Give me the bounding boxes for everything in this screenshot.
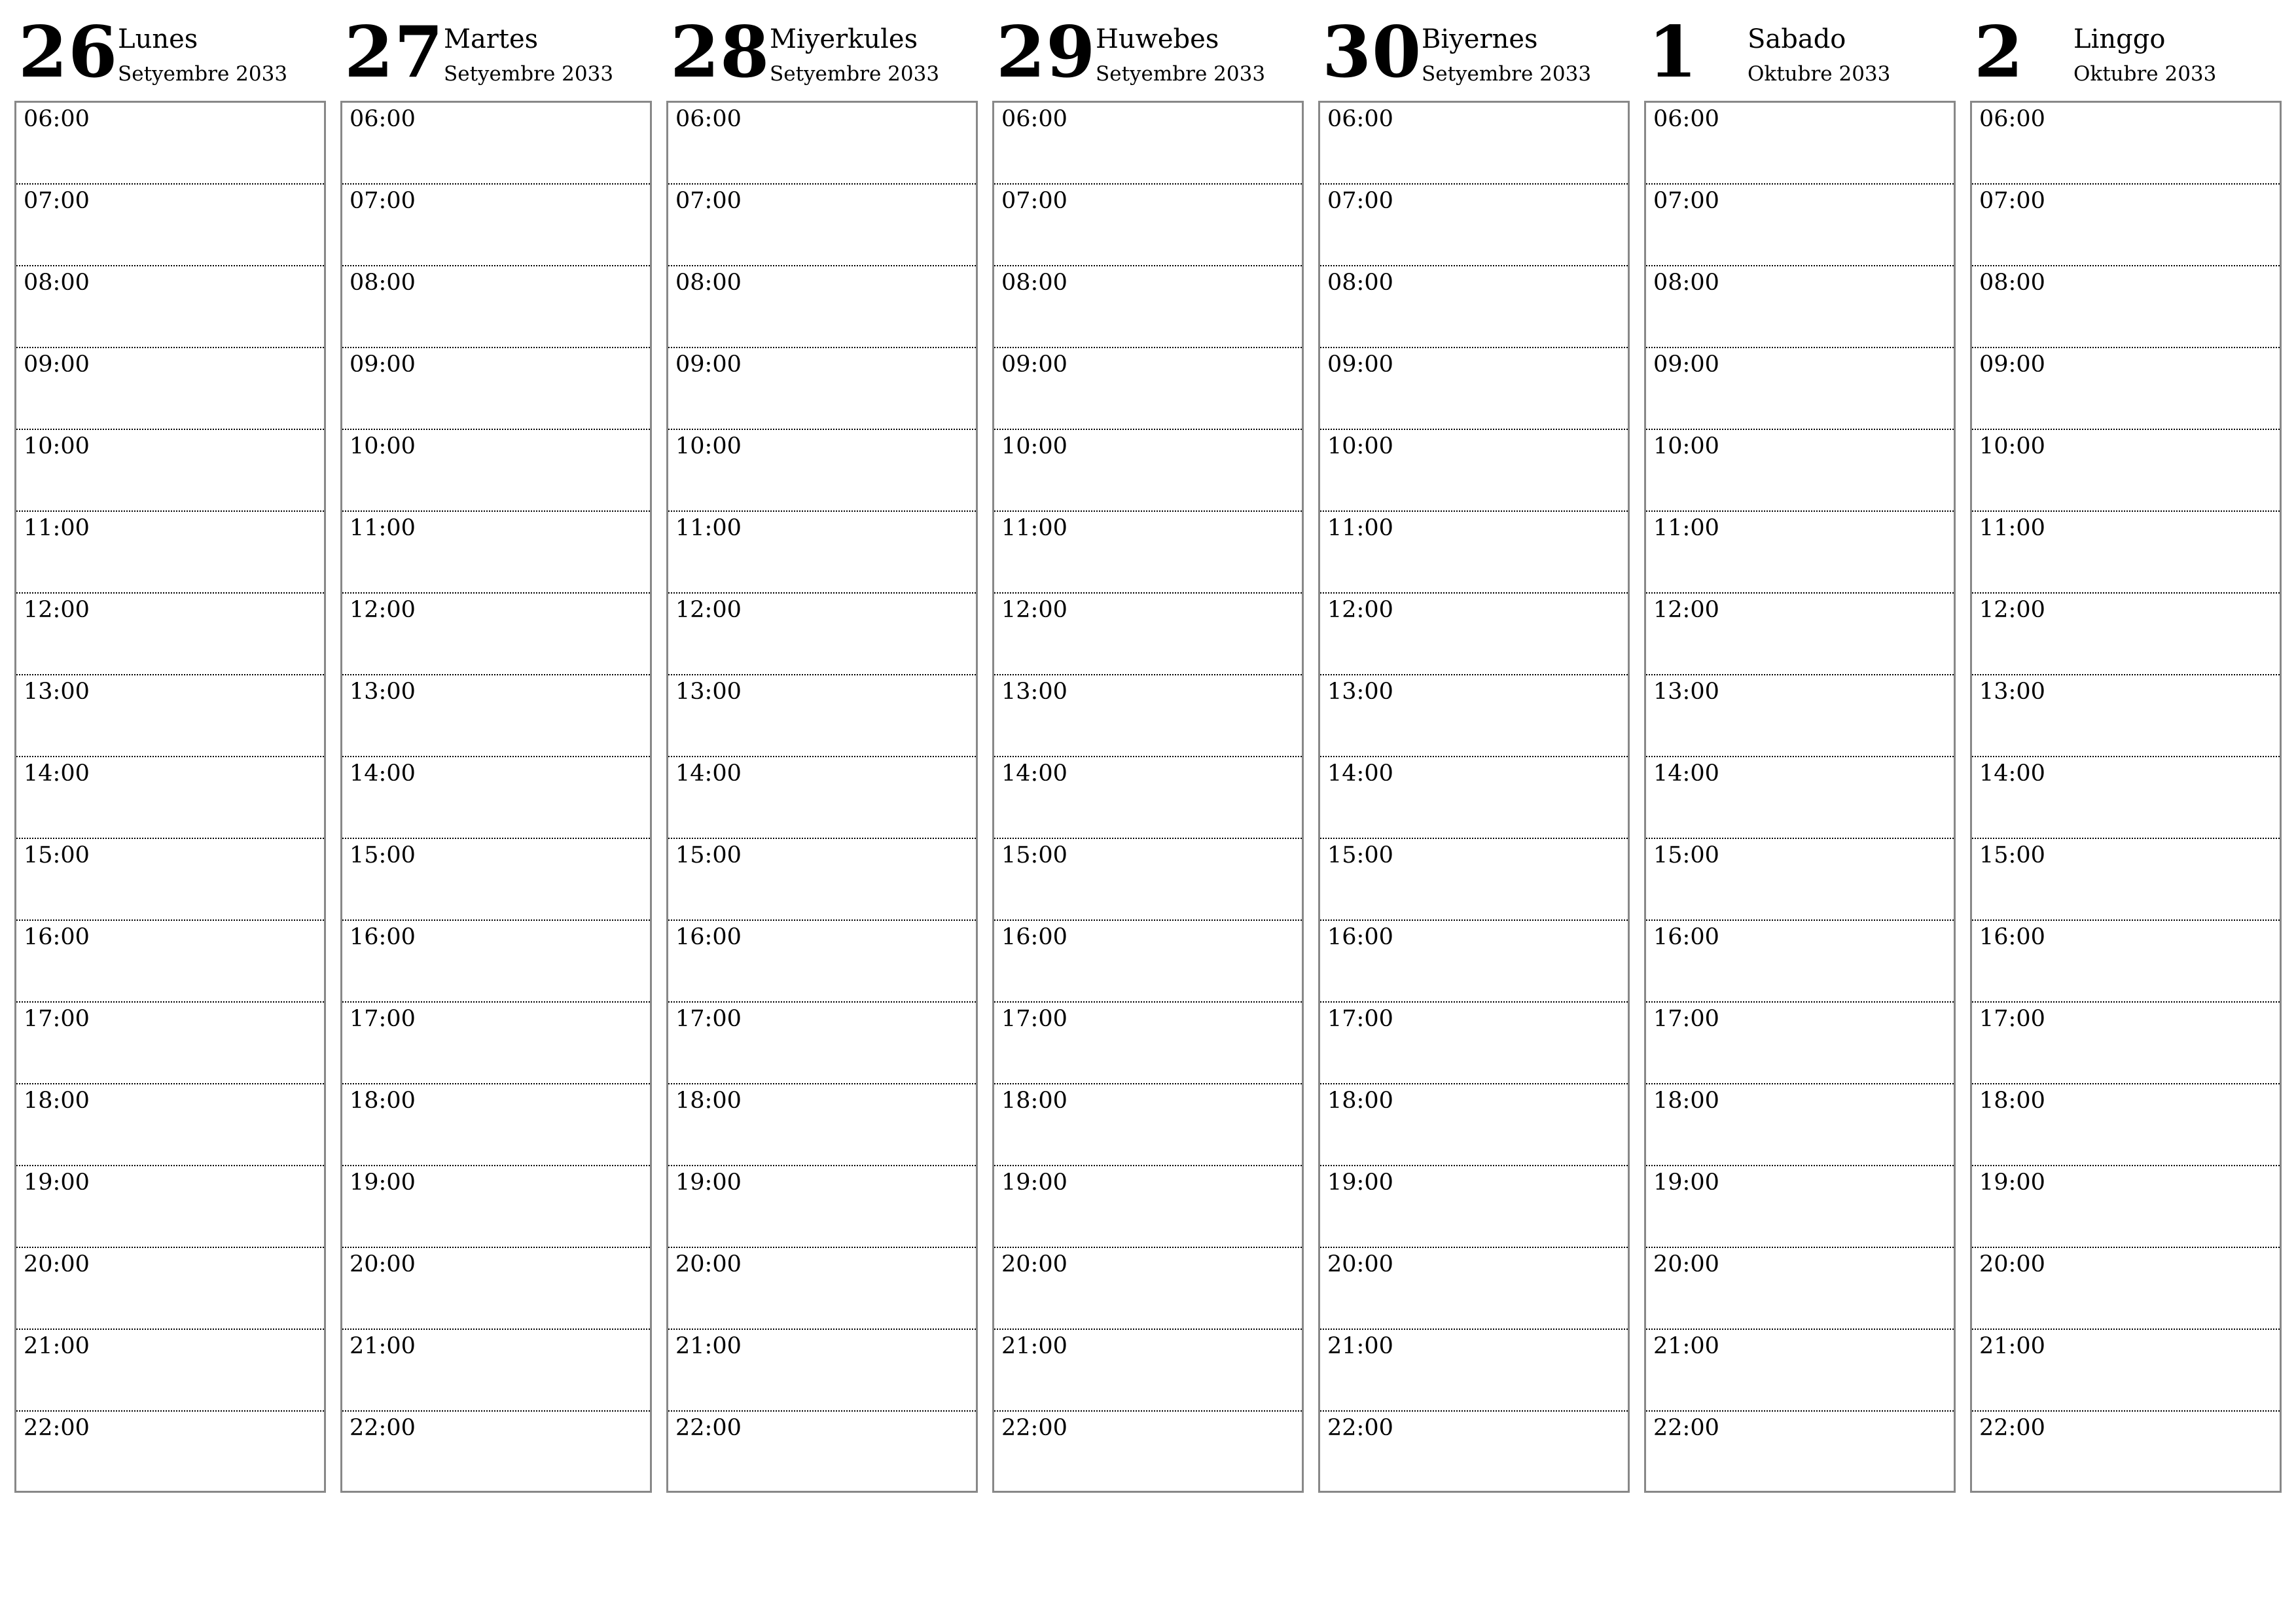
time-label: 17:00 [1327,1006,1393,1032]
time-label: 07:00 [675,188,742,214]
day-name: Biyernes [1422,24,1538,54]
day-schedule [1644,101,1956,1493]
time-slot[interactable] [994,512,1302,594]
time-label: 15:00 [675,842,742,868]
time-label: 06:00 [1979,106,2045,132]
day-header [992,0,1304,101]
time-label: 08:00 [1001,270,1067,296]
time-label: 12:00 [1001,597,1067,623]
day-name: Linggo [2073,24,2166,54]
time-slot[interactable] [16,675,324,757]
time-slot[interactable] [668,675,976,757]
time-label: 20:00 [1979,1251,2045,1277]
time-slot[interactable] [16,839,324,921]
time-label: 09:00 [1327,351,1393,378]
time-slot[interactable] [1646,757,1954,839]
time-slot[interactable] [16,512,324,594]
time-slot[interactable] [994,348,1302,430]
time-slot[interactable] [994,1330,1302,1412]
time-label: 09:00 [1653,351,1719,378]
time-label: 15:00 [1979,842,2045,868]
time-slot[interactable] [994,1248,1302,1330]
day-number: 28 [670,11,770,94]
time-label: 12:00 [350,597,416,623]
time-slot[interactable] [994,103,1302,185]
time-label: 21:00 [675,1333,742,1359]
time-slot[interactable] [16,1330,324,1412]
day-column [340,0,652,1505]
day-name: Huwebes [1096,24,1219,54]
time-slot[interactable] [16,594,324,675]
time-label: 14:00 [1653,760,1719,787]
time-label: 11:00 [1327,515,1393,541]
time-slot[interactable] [668,348,976,430]
time-label: 20:00 [350,1251,416,1277]
day-header [1644,0,1956,101]
day-number: 27 [344,11,444,94]
time-label: 12:00 [1979,597,2045,623]
time-label: 19:00 [1653,1169,1719,1196]
time-slot[interactable] [1646,1248,1954,1330]
time-slot[interactable] [16,430,324,512]
day-schedule [666,101,978,1493]
time-label: 19:00 [1001,1169,1067,1196]
time-label: 11:00 [24,515,90,541]
time-label: 11:00 [675,515,742,541]
time-label: 20:00 [675,1251,742,1277]
time-label: 21:00 [1001,1333,1067,1359]
day-number: 1 [1648,11,1698,94]
time-slot[interactable] [342,1330,650,1412]
time-slot[interactable] [1320,1248,1628,1330]
time-label: 17:00 [675,1006,742,1032]
time-label: 21:00 [1979,1333,2045,1359]
time-slot[interactable] [994,921,1302,1003]
time-slot[interactable] [994,185,1302,266]
time-slot[interactable] [668,512,976,594]
time-label: 08:00 [1327,270,1393,296]
time-label: 20:00 [1653,1251,1719,1277]
time-slot[interactable] [668,103,976,185]
time-label: 09:00 [1979,351,2045,378]
time-label: 19:00 [350,1169,416,1196]
time-slot[interactable] [16,1003,324,1084]
time-label: 17:00 [1979,1006,2045,1032]
time-slot[interactable] [1320,675,1628,757]
time-label: 08:00 [1653,270,1719,296]
time-label: 17:00 [1653,1006,1719,1032]
day-number: 26 [18,11,118,94]
time-label: 10:00 [24,433,90,459]
time-slot[interactable] [1320,1166,1628,1248]
time-label: 06:00 [350,106,416,132]
time-slot[interactable] [1320,512,1628,594]
time-slot[interactable] [668,266,976,348]
time-label: 16:00 [1001,924,1067,950]
time-slot[interactable] [16,1412,324,1491]
day-column [14,0,326,1505]
time-label: 16:00 [350,924,416,950]
time-slot[interactable] [1646,1084,1954,1166]
day-schedule [14,101,326,1493]
time-slot[interactable] [1320,185,1628,266]
time-slot[interactable] [1972,266,2280,348]
time-label: 09:00 [675,351,742,378]
time-label: 14:00 [350,760,416,787]
time-label: 13:00 [1979,679,2045,705]
day-month-year: Oktubre 2033 [2073,62,2217,86]
time-label: 11:00 [350,515,416,541]
time-label: 19:00 [1327,1169,1393,1196]
time-slot[interactable] [668,757,976,839]
time-slot[interactable] [994,1003,1302,1084]
time-label: 11:00 [1001,515,1067,541]
time-label: 16:00 [1653,924,1719,950]
time-slot[interactable] [1646,1412,1954,1491]
time-label: 13:00 [675,679,742,705]
day-month-year: Setyembre 2033 [1096,62,1266,86]
time-label: 18:00 [350,1088,416,1114]
time-label: 21:00 [24,1333,90,1359]
time-label: 13:00 [350,679,416,705]
time-slot[interactable] [342,185,650,266]
time-label: 22:00 [350,1415,416,1441]
time-label: 22:00 [1979,1415,2045,1441]
time-label: 06:00 [675,106,742,132]
time-slot[interactable] [994,1412,1302,1491]
time-slot[interactable] [1972,1166,2280,1248]
time-slot[interactable] [994,594,1302,675]
time-slot[interactable] [994,1166,1302,1248]
time-label: 06:00 [1327,106,1393,132]
time-slot[interactable] [16,1248,324,1330]
time-label: 07:00 [1979,188,2045,214]
day-column [1644,0,1956,1505]
time-slot[interactable] [342,1084,650,1166]
time-label: 16:00 [1327,924,1393,950]
time-slot[interactable] [1320,839,1628,921]
time-slot[interactable] [1646,1003,1954,1084]
time-slot[interactable] [994,757,1302,839]
time-label: 10:00 [1001,433,1067,459]
time-slot[interactable] [668,1003,976,1084]
time-slot[interactable] [342,103,650,185]
time-label: 18:00 [1001,1088,1067,1114]
time-slot[interactable] [1320,1084,1628,1166]
day-name: Sabado [1748,24,1846,54]
time-slot[interactable] [668,430,976,512]
time-slot[interactable] [668,921,976,1003]
time-slot[interactable] [342,921,650,1003]
time-slot[interactable] [1320,1330,1628,1412]
time-slot[interactable] [342,675,650,757]
weekly-planner [14,0,2283,1505]
time-label: 13:00 [24,679,90,705]
time-slot[interactable] [16,348,324,430]
day-month-year: Setyembre 2033 [444,62,614,86]
time-label: 18:00 [24,1088,90,1114]
time-slot[interactable] [1646,348,1954,430]
day-header [1970,0,2282,101]
time-slot[interactable] [1646,266,1954,348]
time-slot[interactable] [1646,1330,1954,1412]
day-column [1970,0,2282,1505]
time-label: 20:00 [1001,1251,1067,1277]
time-slot[interactable] [1972,921,2280,1003]
time-label: 21:00 [1327,1333,1393,1359]
time-label: 10:00 [1653,433,1719,459]
time-label: 12:00 [675,597,742,623]
time-slot[interactable] [16,266,324,348]
time-slot[interactable] [1972,512,2280,594]
day-header [1318,0,1630,101]
time-slot[interactable] [668,839,976,921]
time-label: 09:00 [350,351,416,378]
time-label: 17:00 [1001,1006,1067,1032]
time-label: 06:00 [1653,106,1719,132]
time-slot[interactable] [668,1248,976,1330]
time-slot[interactable] [342,266,650,348]
time-slot[interactable] [342,839,650,921]
time-label: 13:00 [1327,679,1393,705]
time-label: 06:00 [24,106,90,132]
time-label: 14:00 [675,760,742,787]
time-label: 14:00 [1327,760,1393,787]
time-label: 16:00 [24,924,90,950]
time-label: 19:00 [1979,1169,2045,1196]
day-name: Lunes [118,24,198,54]
time-slot[interactable] [342,1166,650,1248]
time-label: 07:00 [1327,188,1393,214]
time-label: 18:00 [1327,1088,1393,1114]
time-slot[interactable] [1972,1248,2280,1330]
time-slot[interactable] [1320,1003,1628,1084]
time-label: 07:00 [1653,188,1719,214]
time-label: 22:00 [1001,1415,1067,1441]
time-slot[interactable] [16,1166,324,1248]
time-label: 15:00 [350,842,416,868]
time-slot[interactable] [16,103,324,185]
time-slot[interactable] [1972,185,2280,266]
day-column [1318,0,1630,1505]
time-label: 11:00 [1653,515,1719,541]
time-label: 09:00 [24,351,90,378]
time-slot[interactable] [1646,185,1954,266]
time-slot[interactable] [1646,839,1954,921]
time-slot[interactable] [994,430,1302,512]
time-slot[interactable] [668,1166,976,1248]
day-schedule [340,101,652,1493]
day-month-year: Setyembre 2033 [1422,62,1592,86]
time-slot[interactable] [1646,675,1954,757]
time-label: 13:00 [1653,679,1719,705]
time-label: 20:00 [1327,1251,1393,1277]
day-schedule [1970,101,2282,1493]
time-slot[interactable] [994,839,1302,921]
time-slot[interactable] [1646,512,1954,594]
time-label: 10:00 [1979,433,2045,459]
time-slot[interactable] [1320,757,1628,839]
time-slot[interactable] [342,512,650,594]
time-label: 22:00 [675,1415,742,1441]
time-label: 18:00 [1653,1088,1719,1114]
time-label: 15:00 [24,842,90,868]
time-slot[interactable] [1972,594,2280,675]
time-label: 22:00 [24,1415,90,1441]
time-label: 10:00 [350,433,416,459]
time-slot[interactable] [1972,430,2280,512]
day-column [992,0,1304,1505]
time-label: 10:00 [1327,433,1393,459]
time-label: 22:00 [1653,1415,1719,1441]
time-label: 07:00 [1001,188,1067,214]
time-slot[interactable] [16,921,324,1003]
time-slot[interactable] [1646,430,1954,512]
time-slot[interactable] [16,185,324,266]
time-slot[interactable] [994,1084,1302,1166]
day-header [666,0,978,101]
time-label: 08:00 [675,270,742,296]
time-label: 07:00 [24,188,90,214]
time-label: 15:00 [1653,842,1719,868]
day-name: Miyerkules [770,24,918,54]
day-name: Martes [444,24,539,54]
time-label: 11:00 [1979,515,2045,541]
time-label: 16:00 [675,924,742,950]
time-label: 08:00 [350,270,416,296]
time-slot[interactable] [1972,757,2280,839]
time-slot[interactable] [668,1084,976,1166]
time-slot[interactable] [668,1412,976,1491]
day-schedule [1318,101,1630,1493]
time-slot[interactable] [1972,1084,2280,1166]
time-label: 18:00 [1979,1088,2045,1114]
time-label: 12:00 [1327,597,1393,623]
day-number: 2 [1974,11,2024,94]
time-label: 07:00 [350,188,416,214]
day-month-year: Setyembre 2033 [770,62,940,86]
time-slot[interactable] [1972,1412,2280,1491]
time-label: 14:00 [1979,760,2045,787]
time-label: 19:00 [675,1169,742,1196]
time-label: 12:00 [24,597,90,623]
time-slot[interactable] [1646,594,1954,675]
time-slot[interactable] [1320,1412,1628,1491]
day-number: 29 [996,11,1096,94]
time-slot[interactable] [342,594,650,675]
time-label: 12:00 [1653,597,1719,623]
time-label: 08:00 [1979,270,2045,296]
time-slot[interactable] [342,1003,650,1084]
time-slot[interactable] [994,266,1302,348]
time-slot[interactable] [1320,921,1628,1003]
time-slot[interactable] [668,594,976,675]
time-slot[interactable] [342,1248,650,1330]
time-label: 09:00 [1001,351,1067,378]
time-slot[interactable] [1972,1330,2280,1412]
time-label: 14:00 [24,760,90,787]
time-slot[interactable] [342,757,650,839]
time-slot[interactable] [1646,921,1954,1003]
day-schedule [992,101,1304,1493]
time-slot[interactable] [1972,1003,2280,1084]
day-month-year: Oktubre 2033 [1748,62,1891,86]
time-slot[interactable] [1320,430,1628,512]
time-label: 14:00 [1001,760,1067,787]
time-label: 19:00 [24,1169,90,1196]
time-slot[interactable] [1646,1166,1954,1248]
day-number: 30 [1322,11,1422,94]
time-label: 16:00 [1979,924,2045,950]
time-label: 21:00 [350,1333,416,1359]
day-column [666,0,978,1505]
time-label: 08:00 [24,270,90,296]
time-label: 21:00 [1653,1333,1719,1359]
time-label: 15:00 [1001,842,1067,868]
time-label: 06:00 [1001,106,1067,132]
time-slot[interactable] [1320,103,1628,185]
time-slot[interactable] [994,675,1302,757]
time-label: 22:00 [1327,1415,1393,1441]
time-slot[interactable] [1972,839,2280,921]
day-header [14,0,326,101]
time-slot[interactable] [1646,103,1954,185]
day-month-year: Setyembre 2033 [118,62,288,86]
time-slot[interactable] [1320,594,1628,675]
time-label: 13:00 [1001,679,1067,705]
time-label: 17:00 [24,1006,90,1032]
time-label: 15:00 [1327,842,1393,868]
time-slot[interactable] [16,1084,324,1166]
time-slot[interactable] [668,185,976,266]
time-label: 18:00 [675,1088,742,1114]
time-slot[interactable] [1320,348,1628,430]
time-slot[interactable] [16,757,324,839]
day-header [340,0,652,101]
time-slot[interactable] [1972,103,2280,185]
time-slot[interactable] [342,430,650,512]
time-slot[interactable] [668,1330,976,1412]
time-slot[interactable] [1320,266,1628,348]
time-slot[interactable] [342,348,650,430]
time-slot[interactable] [1972,675,2280,757]
time-label: 17:00 [350,1006,416,1032]
time-label: 10:00 [675,433,742,459]
time-label: 20:00 [24,1251,90,1277]
time-slot[interactable] [342,1412,650,1491]
time-slot[interactable] [1972,348,2280,430]
